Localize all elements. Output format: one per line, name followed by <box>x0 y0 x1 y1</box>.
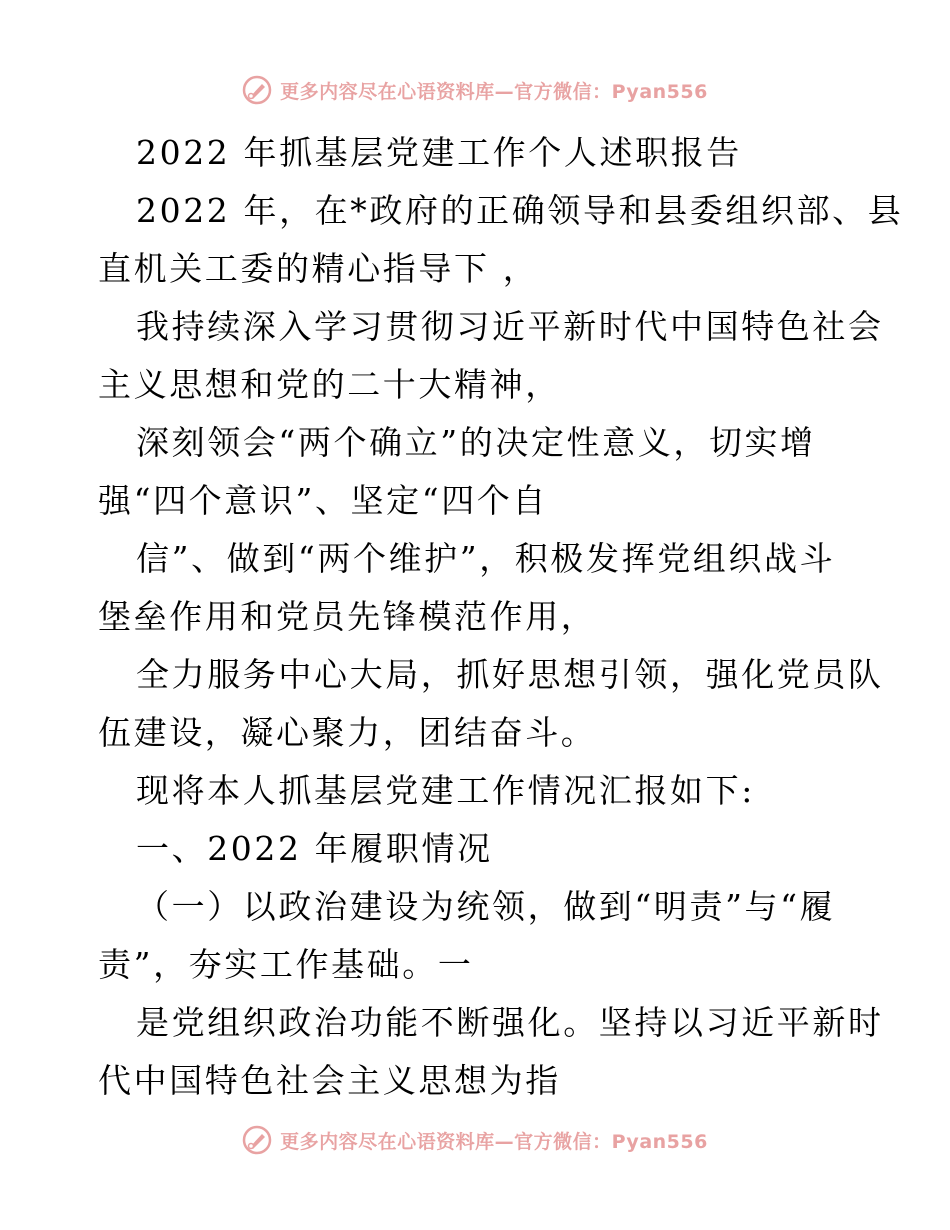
text-line: 责”，夯实工作基础。一 <box>98 945 474 984</box>
watermark-footer <box>0 1120 950 1160</box>
text-line: 2022 年抓基层党建工作个人述职报告 <box>136 133 742 172</box>
text-line: 代中国特色社会主义思想为指 <box>98 1061 561 1100</box>
text-line: 伍建设，凝心聚力，团结奋斗。 <box>98 713 597 752</box>
watermark-header <box>0 70 950 110</box>
text-line: 强“四个意识”、坚定“四个自 <box>98 481 549 520</box>
quill-pen-icon <box>242 1125 272 1155</box>
text-line: 信”、做到“两个维护”，积极发挥党组织战斗 <box>136 539 836 578</box>
text-line: 是党组织政治功能不断强化。坚持以习近平新时 <box>136 1003 884 1042</box>
text-line: （一）以政治建设为统领，做到“明责”与“履 <box>136 887 836 926</box>
text-line: 现将本人抓基层党建工作情况汇报如下: <box>136 771 755 810</box>
text-line: 深刻领会“两个确立”的决定性意义，切实增 <box>136 423 816 462</box>
text-line: 全力服务中心大局，抓好思想引领，强化党员队 <box>136 655 884 694</box>
watermark-text: 更多内容尽在心语资料库—官方微信：Pyan556 <box>280 1130 708 1153</box>
text-line: 一、2022 年履职情况 <box>136 829 493 868</box>
text-line: 我持续深入学习贯彻习近平新时代中国特色社会 <box>136 307 884 346</box>
text-line: 堡垒作用和党员先锋模范作用， <box>98 597 597 636</box>
watermark-text: 更多内容尽在心语资料库—官方微信：Pyan556 <box>280 80 708 103</box>
text-line: 直机关工委的精心指导下 ， <box>98 249 539 288</box>
text-line: 主义思想和党的二十大精神， <box>98 365 561 404</box>
document-body <box>98 124 904 1110</box>
text-line: 2022 年，在*政府的正确领导和县委组织部、县 <box>136 191 904 230</box>
quill-pen-icon <box>242 75 272 105</box>
